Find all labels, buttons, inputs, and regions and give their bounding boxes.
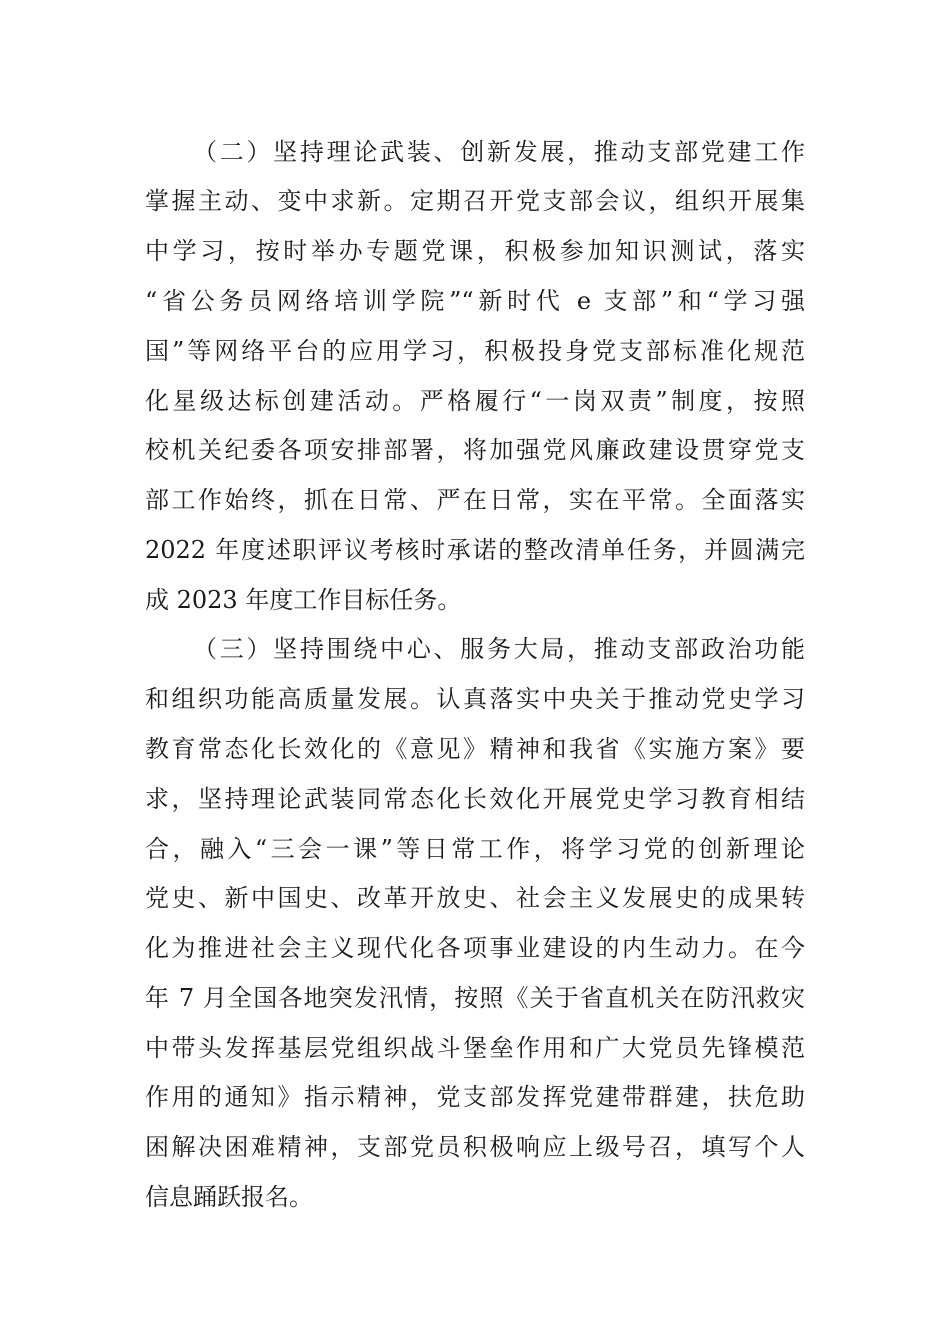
paragraph-3-line-10: 作用的通知》指示精神，党支部发挥党建带群建，扶危助 — [145, 1083, 805, 1111]
paragraph-2-line-2: 掌握主动、变中求新。定期召开党支部会议，组织开展集 — [145, 187, 805, 215]
paragraph-3-line-7: 化为推进社会主义现代化各项事业建设的内生动力。在今 — [145, 934, 805, 962]
paragraph-2-line-10: 成 2023 年度工作目标任务。 — [145, 586, 462, 614]
paragraph-3-line-5: 合，融入“三会一课”等日常工作，将学习党的创新理论 — [145, 835, 805, 863]
paragraph-3-line-4: 求，坚持理论武装同常态化长效化开展党史学习教育相结 — [145, 785, 805, 813]
paragraph-2-line-4: “省公务员网络培训学院”“新时代 e 支部”和“学习强 — [145, 287, 805, 315]
paragraph-2-line-3: 中学习，按时举办专题党课，积极参加知识测试，落实 — [145, 237, 805, 265]
paragraph-3-line-11: 困解决困难精神，支部党员积极响应上级号召，填写个人 — [145, 1133, 805, 1161]
paragraph-3-line-9: 中带头发挥基层党组织战斗堡垒作用和广大党员先锋模范 — [145, 1034, 805, 1062]
paragraph-2-line-7: 校机关纪委各项安排部署，将加强党风廉政建设贯穿党支 — [145, 436, 805, 464]
paragraph-3-line-6: 党史、新中国史、改革开放史、社会主义发展史的成果转 — [145, 884, 805, 912]
paragraph-2-line-6: 化星级达标创建活动。严格履行“一岗双责”制度，按照 — [145, 387, 805, 415]
paragraph-2-line-9: 2022 年度述职评议考核时承诺的整改清单任务，并圆满完 — [145, 536, 805, 564]
paragraph-3-line-12: 信息踊跃报名。 — [145, 1183, 313, 1211]
paragraph-3-line-3: 教育常态化长效化的《意见》精神和我省《实施方案》要 — [145, 735, 805, 763]
paragraph-3-line-1: （三）坚持围绕中心、服务大局，推动支部政治功能 — [193, 635, 805, 663]
paragraph-3-line-2: 和组织功能高质量发展。认真落实中央关于推动党史学习 — [145, 685, 805, 713]
paragraph-3-line-8: 年 7 月全国各地突发汛情，按照《关于省直机关在防汛救灾 — [145, 984, 805, 1012]
paragraph-2-line-5: 国”等网络平台的应用学习，积极投身党支部标准化规范 — [145, 337, 805, 365]
paragraph-2-line-8: 部工作始终，抓在日常、严在日常，实在平常。全面落实 — [145, 486, 805, 514]
paragraph-2-line-1: （二）坚持理论武装、创新发展，推动支部党建工作 — [193, 138, 805, 166]
